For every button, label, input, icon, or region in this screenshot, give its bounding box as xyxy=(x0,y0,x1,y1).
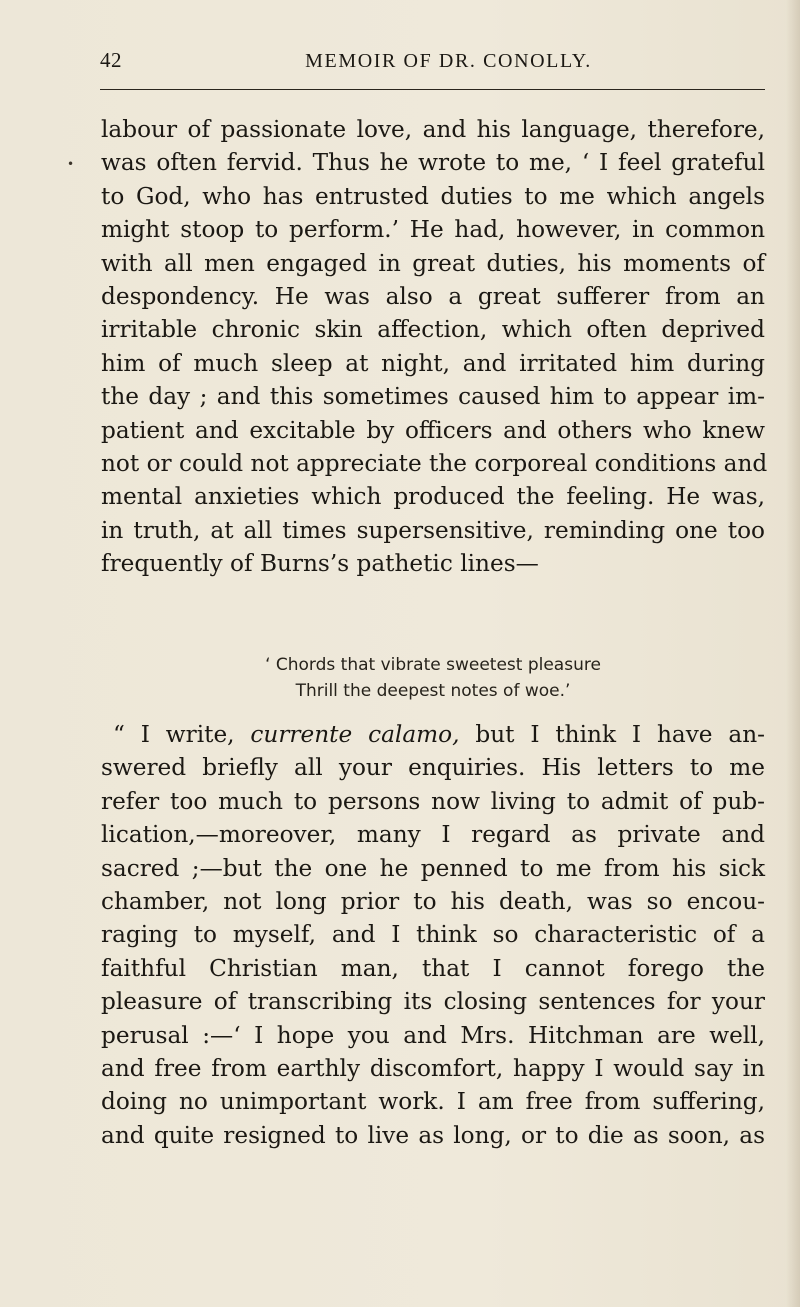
text-line: irritable chronic skin affection, which often deprived xyxy=(101,316,765,344)
text-line: swered briefly all your enquiries. His letters to me xyxy=(101,754,765,782)
text-line: frequently of Burns’s pathetic lines— xyxy=(101,550,539,578)
text-run: “ I write, xyxy=(113,721,251,748)
text-line: in truth, at all times supersensitive, reminding one too xyxy=(101,516,765,544)
text-line: was often fervid. Thus he wrote to me, ‘ I feel grateful xyxy=(101,149,765,177)
text-line: not or could not appreciate the corporeal conditions and xyxy=(101,449,768,477)
text-line xyxy=(101,718,765,751)
text-line: chamber, not long prior to his death, was so encou- xyxy=(101,887,765,915)
text-line: lication,—moreover, many I regard as private and xyxy=(101,821,765,849)
page-edge-shadow xyxy=(786,0,800,1307)
text-line: might stoop to perform.’ He had, however, in common xyxy=(101,216,765,244)
text-line: refer too much to persons now living to admit of pub- xyxy=(101,787,765,815)
text-line: pleasure of transcribing its closing sentences for your xyxy=(101,988,765,1016)
text-line: sacred ;—but the one he penned to me from his sick xyxy=(101,854,765,882)
paragraph-2 xyxy=(101,718,765,1152)
text-line: doing no unimportant work. I am free from suffering, xyxy=(101,1088,765,1116)
page-header xyxy=(100,46,765,82)
text-line: and quite resigned to live as long, or to die as soon, as xyxy=(101,1121,765,1149)
text-line: the day ; and this sometimes caused him to appear im- xyxy=(101,383,765,411)
text-line: and free from earthly discomfort, happy I would say in xyxy=(101,1054,765,1082)
margin-mark: • xyxy=(67,157,75,171)
text-line: to God, who has entrusted duties to me which angels xyxy=(101,182,765,210)
verse-quote xyxy=(101,652,765,704)
verse-line: Thrill the deepest notes of woe.’ xyxy=(295,681,571,701)
text-line: despondency. He was also a great sufferer from an xyxy=(101,282,765,310)
text-run: but I think I have an- xyxy=(459,721,765,748)
latin-phrase: currente calamo, xyxy=(250,721,460,748)
paragraph-1 xyxy=(101,113,768,580)
verse-line: ‘ Chords that vibrate sweetest pleasure xyxy=(265,655,601,675)
text-line: patient and excitable by officers and others who knew xyxy=(101,416,765,444)
text-line: labour of passionate love, and his language, therefore, xyxy=(101,116,765,143)
text-line: raging to myself, and I think so characteristic of a xyxy=(101,921,765,949)
text-line: mental anxieties which produced the feeling. He was, xyxy=(101,483,765,511)
header-rule xyxy=(100,89,765,90)
text-line: perusal :—‘ I hope you and Mrs. Hitchman are well, xyxy=(101,1021,765,1049)
running-head: MEMOIR OF DR. CONOLLY. xyxy=(305,50,592,72)
text-line: with all men engaged in great duties, his moments of xyxy=(101,249,765,277)
text-line: him of much sleep at night, and irritated him during xyxy=(101,349,765,377)
page-number: 42 xyxy=(100,48,122,72)
text-line: faithful Christian man, that I cannot forego the xyxy=(101,954,765,982)
